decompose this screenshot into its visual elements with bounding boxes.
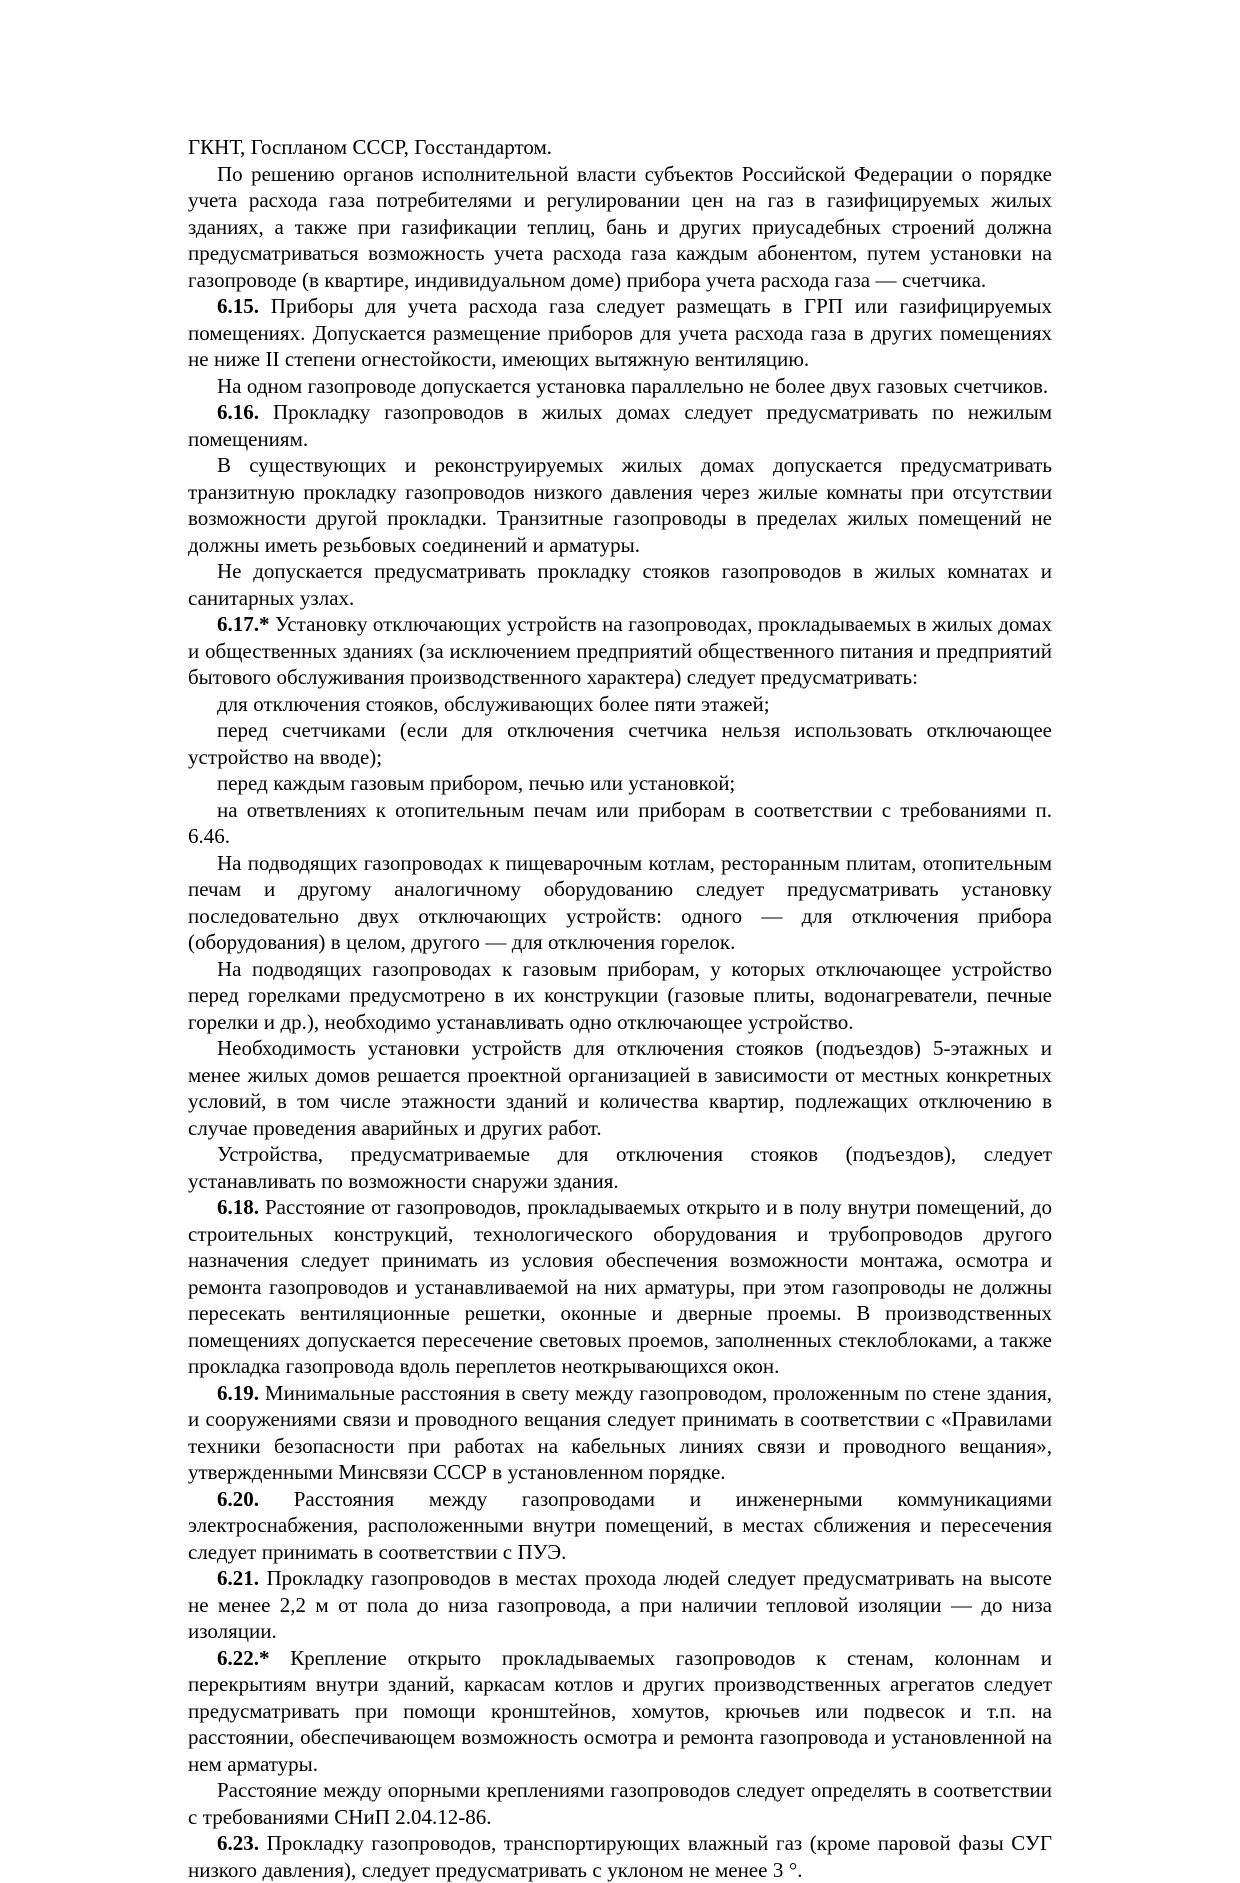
paragraph-text: Установку отключающих устройств на газопроводах, прокладываемых в жилых домах и общественных зданиях (за исключением предприятий общественного питания и предприятий бытового обслуживания производственного характера) следует предусматривать: [188, 612, 1053, 689]
section-number: 6.20. [217, 1486, 259, 1511]
paragraph-clause-6-17 [188, 611, 1052, 691]
list-item [188, 797, 1052, 850]
paragraph-text: перед каждым газовым прибором, печью или установкой; [217, 771, 736, 795]
paragraph [188, 1141, 1052, 1194]
paragraph [188, 161, 1052, 294]
section-number: 6.18. [217, 1195, 259, 1219]
section-number: 6.19. [217, 1380, 259, 1405]
paragraph [188, 452, 1052, 558]
section-number: 6.22.* [217, 1645, 270, 1670]
paragraph-text: Не допускается предусматривать прокладку стояков газопроводов в жилых комнатах и санитарных узлах. [188, 559, 1052, 610]
paragraph-text: на ответвлениях к отопительным печам или приборам в соответствии с требованиями п. 6.46. [188, 797, 1052, 848]
paragraph-text: перед счетчиками (если для отключения счетчика нельзя использовать отключающее устройство на вводе); [188, 718, 1052, 769]
paragraph-text: По решению органов исполнительной власти субъектов Российской Федерации о порядке учета расхода газа потребителями и регулировании цен на газ в газифицируемых жилых зданиях, а также при газификации теплиц, бань и других приусадебных строений должна предусматриваться возможность учета расхода газа каждым абонентом, путем установки на газопроводе (в квартире, индивидуальном доме) прибора учета расхода газа — счетчика. [188, 161, 1052, 292]
paragraph-text: Расстояние от газопроводов, прокладываемых открыто и в полу внутри помещений, до строительных конструкций, технологического оборудования и трубопроводов другого назначения следует принимать из условия обеспечения возможности монтажа, осмотра и ремонта газопроводов и устанавливаемой на них арматуры, при этом газопроводы не должны пересекать вентиляционные решетки, оконные и дверные проемы. В производственных помещениях допускается пересечение световых проемов, заполненных стеклоблоками, а также прокладка газопровода вдоль переплетов неоткрывающихся окон. [188, 1195, 1052, 1378]
list-item [188, 717, 1052, 770]
paragraph [188, 1035, 1052, 1141]
paragraph-text: В существующих и реконструируемых жилых домах допускается предусматривать транзитную прокладку газопроводов низкого давления через жилые комнаты при отсутствии возможности другой прокладки. Транзитные газопроводы в пределах жилых помещений не должны иметь резьбовых соединений и арматуры. [188, 453, 1052, 557]
paragraph-clause-6-23 [188, 1830, 1052, 1883]
paragraph-clause-6-22 [188, 1645, 1052, 1778]
list-item [188, 770, 1052, 797]
paragraph-text: Расстояния между газопроводами и инженерными коммуникациями электроснабжения, расположенными внутри помещений, в местах сближения и пересечения следует принимать в соответствии с ПУЭ. [188, 1486, 1052, 1564]
paragraph-text: Крепление открыто прокладываемых газопроводов к стенам, колоннам и перекрытиям внутри зданий, каркасам котлов и других производственных агрегатов следует предусматривать при помощи кронштейнов, хомутов, крючьев или подвесок и т.п. на расстоянии, обеспечивающем возможность осмотра и ремонта газопровода и установленной на нем арматуры. [188, 1645, 1052, 1776]
paragraph [188, 956, 1052, 1036]
paragraph [188, 373, 1052, 400]
paragraph-text: Приборы для учета расхода газа следует размещать в ГРП или газифицируемых помещениях. Допускается размещение приборов для учета расхода газа в других помещениях не ниже II степени огнестойкости, имеющих вытяжную вентиляцию. [188, 294, 1053, 371]
paragraph-clause-6-20 [188, 1486, 1052, 1566]
paragraph-clause-6-15 [188, 293, 1052, 373]
section-number: 6.23. [217, 1831, 259, 1855]
paragraph-text: Прокладку газопроводов в жилых домах следует предусматривать по нежилым помещениям. [188, 400, 1053, 451]
paragraph-text: Минимальные расстояния в свету между газопроводом, проложенным по стене здания, и сооружениями связи и проводного вещания следует принимать в соответствии с «Правилами техники безопасности при работах на кабельных линиях связи и проводного вещания», утвержденными Минсвязи СССР в установленном порядке. [188, 1380, 1053, 1484]
section-number: 6.17.* [217, 612, 270, 636]
paragraph-text: На одном газопроводе допускается установка параллельно не более двух газовых счетчиков. [217, 373, 1049, 398]
paragraph-text: ГКНТ, Госпланом СССР, Госстандартом. [188, 135, 552, 159]
paragraph [188, 1777, 1052, 1830]
paragraph-clause-6-16 [188, 399, 1052, 452]
section-number: 6.21. [217, 1566, 259, 1590]
paragraph-text: Прокладку газопроводов, транспортирующих влажный газ (кроме паровой фазы СУГ низкого давления), следует предусматривать с уклоном не менее 3 °. [188, 1831, 1052, 1882]
list-item [188, 691, 1052, 718]
paragraph-text: На подводящих газопроводах к газовым приборам, у которых отключающее устройство перед горелками предусмотрено в их конструкции (газовые плиты, водонагреватели, печные горелки и др.), необходимо устанавливать одно отключающее устройство. [188, 956, 1052, 1034]
paragraph [188, 850, 1052, 956]
paragraph-text: Необходимость установки устройств для отключения стояков (подъездов) 5-этажных и менее жилых домов решается проектной организацией в зависимости от местных конкретных условий, в том числе этажности зданий и количества квартир, подлежащих отключению в случае проведения аварийных и других работ. [188, 1036, 1052, 1140]
paragraph-clause-6-19 [188, 1380, 1052, 1486]
paragraph-text: Устройства, предусматриваемые для отключения стояков (подъездов), следует устанавливать по возможности снаружи здания. [188, 1142, 1052, 1193]
section-number: 6.15. [217, 294, 259, 318]
paragraph-clause-6-18 [188, 1194, 1052, 1380]
paragraph-text: На подводящих газопроводах к пищеварочным котлам, ресторанным плитам, отопительным печам и другому аналогичному оборудованию следует предусматривать установку последовательно двух отключающих устройств: одного — для отключения прибора (оборудования) в целом, другого — для отключения горелок. [188, 850, 1052, 954]
paragraph [188, 134, 1052, 161]
paragraph-text: Расстояние между опорными креплениями газопроводов следует определять в соответствии с требованиями СНиП 2.04.12-86. [188, 1778, 1052, 1829]
paragraph-text: Прокладку газопроводов в местах прохода людей следует предусматривать на высоте не менее 2,2 м от пола до низа газопровода, а при наличии тепловой изоляции — до низа изоляции. [188, 1566, 1053, 1643]
paragraph-clause-6-21 [188, 1565, 1052, 1645]
section-number: 6.16. [217, 400, 259, 424]
paragraph-text: для отключения стояков, обслуживающих более пяти этажей; [217, 691, 770, 716]
paragraph [188, 558, 1052, 611]
